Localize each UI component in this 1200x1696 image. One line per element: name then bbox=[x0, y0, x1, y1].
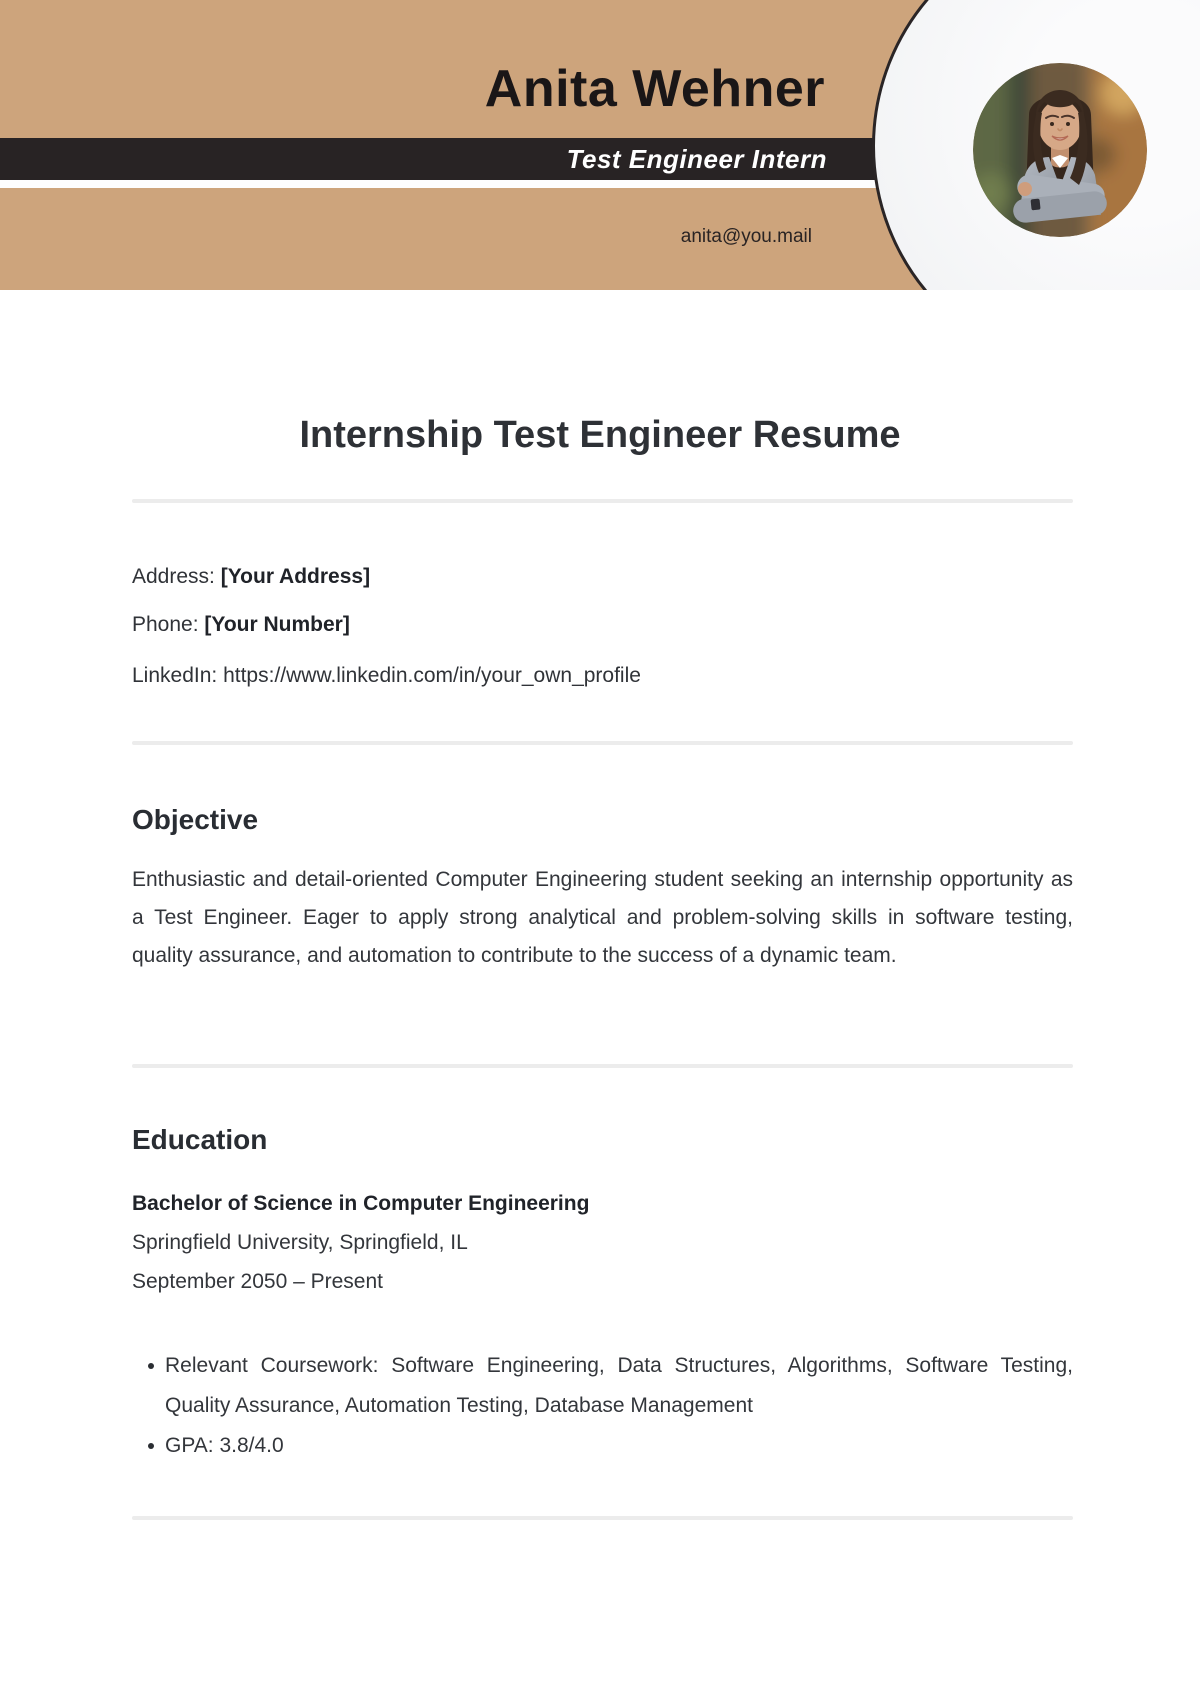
phone-label: Phone: bbox=[132, 613, 205, 636]
contact-phone bbox=[132, 610, 350, 640]
list-item: Relevant Coursework: Software Engineering, Data Structures, Algorithms, Software Testing, Quality Assurance, Automation Testing, Database Management bbox=[132, 1346, 1073, 1426]
education-bullet-list bbox=[132, 1346, 1073, 1466]
education-details bbox=[132, 1184, 1073, 1301]
address-label: Address: bbox=[132, 565, 221, 588]
email-text: anita@you.mail bbox=[680, 226, 812, 247]
education-dates: September 2050 – Present bbox=[132, 1270, 383, 1293]
job-title: Test Engineer Intern bbox=[566, 144, 827, 174]
education-school: Springfield University, Springfield, IL bbox=[132, 1231, 468, 1254]
education-heading: Education bbox=[132, 1124, 268, 1155]
document-title: Internship Test Engineer Resume bbox=[299, 414, 901, 456]
contact-linkedin bbox=[132, 661, 641, 691]
section-divider bbox=[132, 1064, 1073, 1068]
education-degree: Bachelor of Science in Computer Engineering bbox=[132, 1192, 590, 1215]
section-divider bbox=[132, 1516, 1073, 1520]
section-divider bbox=[132, 741, 1073, 745]
header-band bbox=[0, 0, 1200, 290]
linkedin-label: LinkedIn: bbox=[132, 664, 224, 687]
list-item: GPA: 3.8/4.0 bbox=[132, 1426, 1073, 1466]
phone-value: [Your Number] bbox=[204, 613, 350, 636]
linkedin-url: https://www.linkedin.com/in/your_own_profile bbox=[223, 664, 641, 687]
header-divider-strip bbox=[0, 180, 886, 188]
address-value: [Your Address] bbox=[220, 565, 371, 588]
contact-address bbox=[132, 562, 370, 592]
profile-photo-illustration bbox=[973, 63, 1147, 237]
profile-photo bbox=[973, 63, 1147, 237]
objective-heading: Objective bbox=[132, 804, 259, 835]
person-name: Anita Wehner bbox=[484, 60, 825, 118]
section-divider bbox=[132, 499, 1073, 503]
objective-paragraph: Enthusiastic and detail-oriented Computer Engineering student seeking an internship opportunity as a Test Engineer. Eager to apply strong analytical and problem-solving skills in software testing, quality assurance, and automation to contribute to the success of a dynamic team. bbox=[132, 868, 1073, 967]
